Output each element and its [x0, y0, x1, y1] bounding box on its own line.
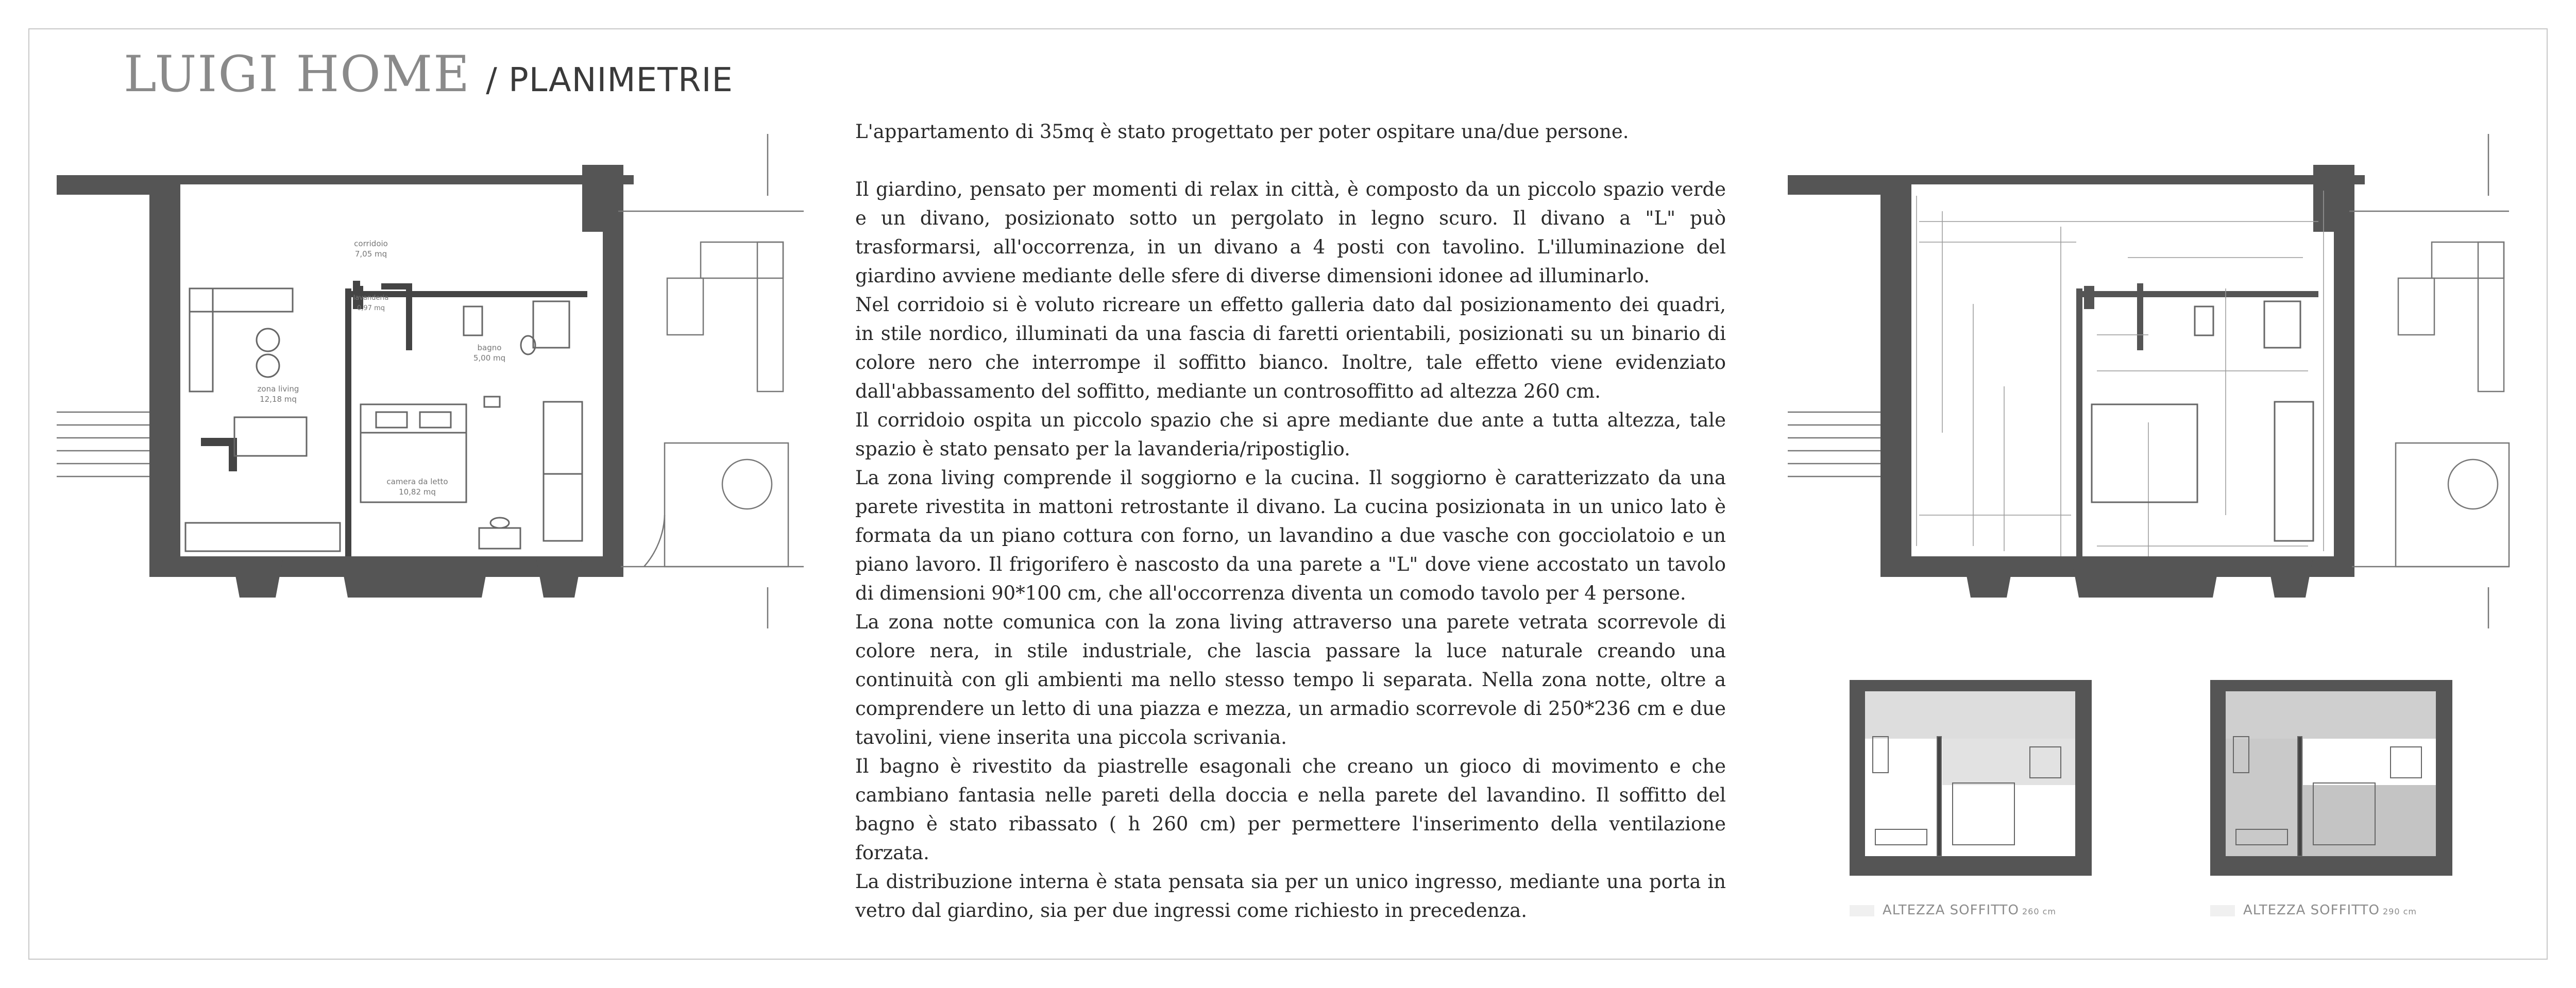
garden-area — [618, 134, 804, 628]
section-title: / PLANIMETRIE — [486, 61, 733, 99]
label-lavanderia: lavanderia — [353, 294, 389, 302]
label-bagno: bagno — [477, 343, 502, 352]
description-paragraph: La distribuzione interna è stata pensata sia per un unico ingresso, mediante una porta in vetro dal giardino, sia per due ingressi come richiesto in precedenza. — [855, 871, 1726, 922]
stair-steps-dimensioned — [1788, 412, 1880, 476]
label-living: zona living — [257, 384, 299, 394]
legend-swatch — [2210, 905, 2235, 916]
room-labels — [258, 239, 506, 497]
exterior-walls-dimensioned — [1788, 165, 2365, 598]
page-title — [124, 45, 733, 103]
brand-title: LUIGI HOME — [124, 45, 471, 103]
project-description — [855, 117, 1726, 925]
caption-unit: 260 cm — [2022, 907, 2057, 916]
fixtures-and-furniture — [185, 288, 582, 551]
label-living-area: 12,18 mq — [260, 395, 297, 404]
description-lead: L'appartamento di 35mq è stato progettato per poter ospitare una/due persone. — [855, 121, 1629, 143]
ceiling-plan-260 — [1850, 680, 2097, 886]
caption-text: ALTEZZA SOFFITTO — [2243, 902, 2380, 918]
description-paragraph: Il giardino, pensato per momenti di relax in città, è composto da un piccolo spazio verde e un divano, posizionato sotto un pergolato in legno scuro. Il divano a "L" può trasformarsi, all'occorrenza, in un divano a 4 posti con tavolino. L'illuminazione del giardino avviene mediante delle sfere di diverse dimensioni idonee ad illuminarlo. — [855, 178, 1726, 287]
label-camera-area: 10,82 mq — [399, 487, 436, 497]
garden-area-dimensioned — [2349, 134, 2509, 628]
description-paragraph: La zona living comprende il soggiorno e la cucina. Il soggiorno è caratterizzato da una parete rivestita in mattoni retrostante il divano. La cucina posizionata in un unico lato è formata da un piano cottura con forno, un lavandino a due vasche con gocciolatoio e un piano lavoro. Il frigorifero è nascosto da una parete a "L" dove viene accostato un tavolo di dimensioni 90*100 cm, che all'occorrenza diventa un comodo tavolo per 4 persone. — [855, 467, 1726, 604]
caption-text: ALTEZZA SOFFITTO — [1883, 902, 2019, 918]
main-floor-plan — [57, 124, 829, 634]
description-paragraph: Il bagno è rivestito da piastrelle esagonali che creano un gioco di movimento e che cambiano fantasia nelle pareti della doccia e nella parete del lavandino. Il soffitto del bagno è stato ribassato ( h 260 cm) per permettere l'inserimento della ventilazione forzata. — [855, 755, 1726, 864]
stair-steps — [57, 412, 149, 476]
label-corridoio-area: 7,05 mq — [354, 249, 387, 259]
ceiling-plan-290 — [2210, 680, 2458, 886]
dimensioned-floor-plan — [1788, 124, 2519, 634]
fixtures-dimensioned — [2092, 301, 2313, 541]
label-lavanderia-area: 0,97 mq — [357, 304, 385, 312]
label-bagno-area: 5,00 mq — [473, 353, 506, 363]
description-paragraph: Il corridoio ospita un piccolo spazio che si apre mediante due ante a tutta altezza, tale spazio è stato pensato per la lavanderia/ripostiglio. — [855, 409, 1726, 460]
caption-ceiling-260 — [1850, 902, 2056, 918]
label-corridoio: corridoio — [354, 239, 388, 248]
description-paragraph: Nel corridoio si è voluto ricreare un effetto galleria dato dal posizionamento dei quadri, in stile nordico, illuminati da una fascia di faretti orientabili, posizionati su un binario di colore nero che interrompe il soffitto bianco. Inoltre, tale effetto viene evidenziato dall'abbassamento del soffitto, mediante un controsoffitto ad altezza 260 cm. — [855, 294, 1726, 402]
interior-walls — [201, 281, 587, 556]
legend-swatch — [1850, 905, 1874, 916]
caption-unit: 290 cm — [2383, 907, 2417, 916]
label-camera: camera da letto — [386, 477, 448, 486]
description-paragraph: La zona notte comunica con la zona living attraverso una parete vetrata scorrevole di colore nera, in stile industriale, che lascia passare la luce naturale creando una continuità con gli ambienti ma nello stesso tempo li separata. Nella zona notte, oltre a comprendere un letto di una piazza e mezza, un armadio scorrevole di 250*236 cm e due tavolini, viene inserita una piccola scrivania. — [855, 611, 1726, 748]
caption-ceiling-290 — [2210, 902, 2417, 918]
